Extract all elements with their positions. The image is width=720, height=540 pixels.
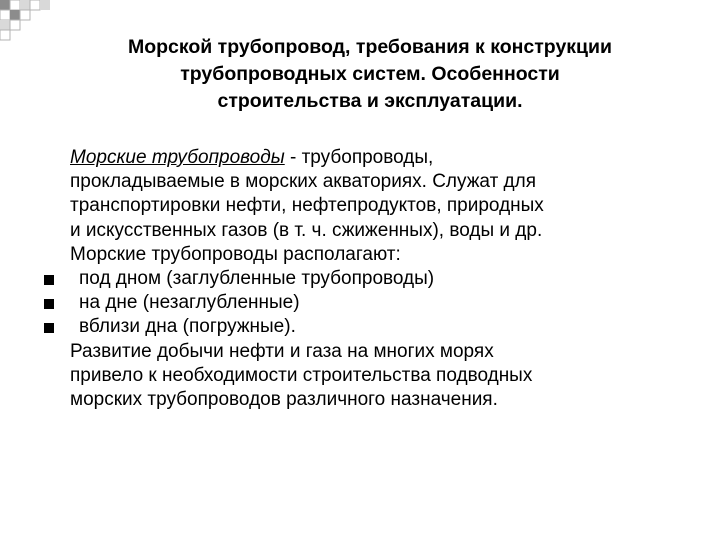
list-item	[70, 315, 695, 339]
definition-text: транспортировки нефти, нефтепродуктов, природных	[70, 195, 544, 217]
list-item-text: на дне (незаглубленные)	[79, 292, 300, 314]
slide-title-line: Морской трубопровод, требования к конструкции	[127, 36, 613, 58]
deco-square	[0, 20, 10, 30]
list-item-text: под дном (заглубленные трубопроводы)	[79, 268, 435, 290]
deco-square	[40, 0, 50, 10]
deco-square	[20, 10, 30, 20]
term-definition-heading: Морские трубопроводы	[70, 147, 285, 168]
deco-square	[0, 10, 10, 20]
closing-text: привело к необходимости строительства подводных	[70, 364, 533, 386]
slide-body	[70, 146, 695, 412]
deco-square	[30, 0, 40, 10]
list-item	[70, 291, 695, 315]
deco-square	[10, 10, 20, 20]
square-bullet-icon	[44, 323, 54, 333]
list-item	[70, 267, 695, 291]
closing-text: морских трубопроводов различного назначения.	[70, 389, 498, 411]
square-bullet-icon	[44, 275, 54, 285]
deco-square	[0, 30, 10, 40]
list-item-text: вблизи дна (погружные).	[79, 316, 296, 338]
closing-text: Развитие добычи нефти и газа на многих морях	[70, 340, 494, 362]
deco-square	[10, 20, 20, 30]
deco-square	[10, 0, 20, 10]
intro-paragraph	[70, 146, 695, 243]
definition-text: прокладываемые в морских акваториях. Служат для	[70, 171, 537, 193]
slide-title	[40, 34, 700, 115]
square-bullet-icon	[44, 299, 54, 309]
closing-paragraph	[70, 340, 670, 413]
deco-square	[20, 0, 30, 10]
definition-text: и искусственных газов (в т. ч. сжиженных), воды и др.	[70, 219, 543, 241]
placement-bullet-list	[70, 267, 695, 340]
slide-title-line: строительства и эксплуатации.	[217, 90, 523, 112]
list-heading: Морские трубопроводы располагают:	[70, 243, 401, 265]
definition-text: - трубопроводы,	[284, 147, 434, 168]
slide-title-line: трубопроводных систем. Особенности	[180, 63, 560, 85]
deco-square	[0, 0, 10, 10]
